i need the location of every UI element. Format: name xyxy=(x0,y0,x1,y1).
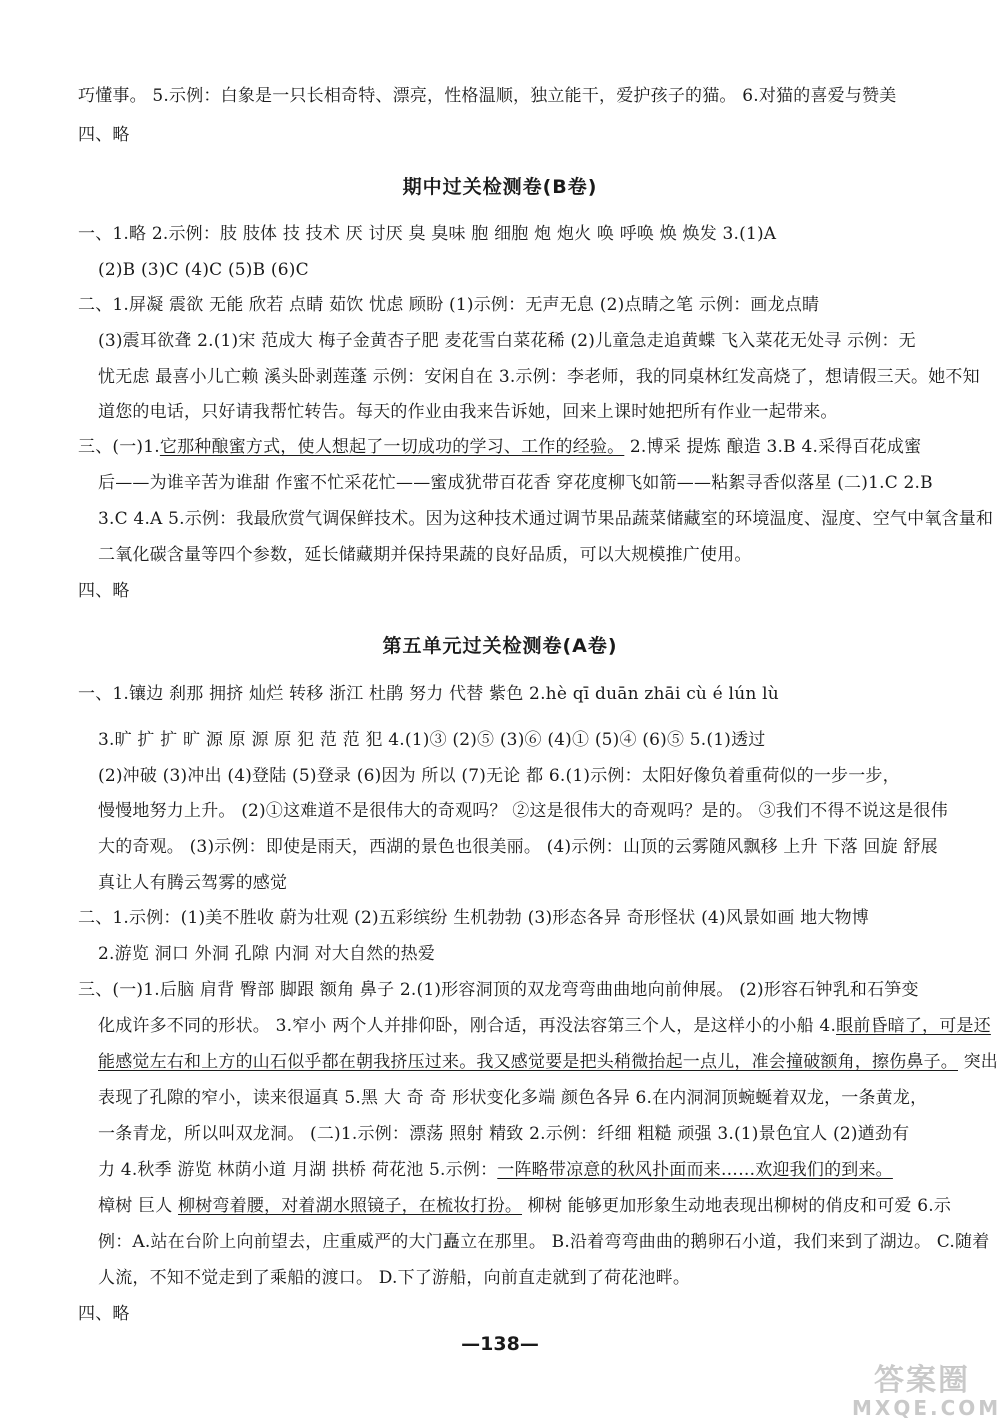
text-line xyxy=(78,436,930,458)
text-line: 四、略 xyxy=(78,125,130,145)
text-line: 一、1.镶边 刹那 拥挤 灿烂 转移 浙江 杜鹃 努力 代替 紫色 2.hè qī duān zhāi cù é lún lù xyxy=(78,684,779,704)
text-segment: 力 4.秋季 游览 林荫小道 月湖 拱桥 荷花池 5.示例： xyxy=(98,1160,498,1180)
text-line: 3.C 4.A 5.示例：我最欣赏气调保鲜技术。因为这种技术通过调节果品蔬菜储藏室的环境温度、湿度、空气中氧含量和 xyxy=(98,509,994,529)
text-line: 大的奇观。 (3)示例：即使是雨天，西湖的景色也很美丽。 (4)示例：山顶的云雾随风飘移 上升 下落 回旋 舒展 xyxy=(98,837,938,857)
text-line: 二氧化碳含量等四个参数，延长储藏期并保持果蔬的良好品质，可以大规模推广使用。 xyxy=(98,545,752,565)
text-segment: 化成许多不同的形状。 3.窄小 两个人并排仰卧，刚合适，再没法容第三个人，是这样小的小船 4. xyxy=(98,1016,837,1036)
page-number: —138— xyxy=(461,1333,539,1355)
text-segment: 突出 xyxy=(958,1052,999,1072)
text-line: 一条青龙，所以叫双龙洞。 (二)1.示例：漂荡 照射 精致 2.示例：纤细 粗糙 顽强 3.(1)景色宜人 (2)遒劲有 xyxy=(98,1124,910,1144)
text-segment: 柳树 能够更加形象生动地表现出柳树的俏皮和可爱 6.示 xyxy=(522,1196,952,1216)
text-line xyxy=(98,1195,952,1217)
text-line: 四、略 xyxy=(78,581,130,601)
text-line xyxy=(98,1051,999,1073)
text-line: 表现了孔隙的窄小，读来很逼真 5.黑 大 奇 奇 形状变化多端 颜色各异 6.在内洞洞顶蜿蜒着双龙，一条黄龙， xyxy=(98,1088,928,1108)
underlined-answer: 它那种酿蜜方式，使人想起了一切成功的学习、工作的经验。 xyxy=(159,437,625,457)
text-segment: 樟树 巨人 xyxy=(98,1196,179,1216)
text-line: 道您的电话，只好请我帮忙转告。每天的作业由我来告诉她，回来上课时她把所有作业一起带来。 xyxy=(98,402,838,422)
text-line: 一、1.略 2.示例：肢 肢体 技 技术 厌 讨厌 臭 臭味 胞 细胞 炮 炮火 唤 呼唤 焕 焕发 3.(1)A xyxy=(78,224,777,244)
text-line: (3)震耳欲聋 2.(1)宋 范成大 梅子金黄杏子肥 麦花雪白菜花稀 (2)儿童急走追黄蝶 飞入菜花无处寻 示例：无 xyxy=(98,331,916,351)
underlined-answer: 一阵略带凉意的秋风扑面而来……欢迎我们的到来。 xyxy=(497,1160,893,1180)
text-line: (2)冲破 (3)冲出 (4)登陆 (5)登录 (6)因为 所以 (7)无论 都 6.(1)示例：太阳好像负着重荷似的一步一步， xyxy=(98,766,900,786)
text-line: 慢慢地努力上升。 (2)①这难道不是很伟大的奇观吗？ ②这是很伟大的奇观吗？是的。 ③我们不得不说这是很伟 xyxy=(98,801,948,821)
underlined-answer: 眼前昏暗了，可是还 xyxy=(836,1016,991,1036)
watermark-url: MXQE.COM xyxy=(852,1396,1001,1420)
text-line: 二、1.屏凝 震欲 无能 欣若 点睛 茹饮 忧虑 顾盼 (1)示例：无声无息 (2)点睛之笔 示例：画龙点睛 xyxy=(78,295,820,315)
underlined-answer: 柳树弯着腰，对着湖水照镜子，在梳妆打扮。 xyxy=(178,1196,523,1216)
text-line: 四、略 xyxy=(78,1304,130,1324)
text-line xyxy=(98,1015,991,1037)
watermark-logo xyxy=(852,1363,1001,1421)
text-line: 2.游览 洞口 外洞 孔隙 内洞 对大自然的热爱 xyxy=(98,944,436,964)
watermark-text: 答案圈 xyxy=(874,1363,970,1398)
text-line: 3.旷 扩 扩 旷 源 原 源 原 犯 范 范 犯 4.(1)③ (2)⑤ (3)⑥ (4)① (5)④ (6)⑤ 5.(1)透过 xyxy=(98,730,766,750)
text-line: 后——为谁辛苦为谁甜 作蜜不忙采花忙——蜜成犹带百花香 穿花度柳飞如箭——粘絮寻香似落星 (二)1.C 2.B xyxy=(98,473,933,493)
text-line: (2)B (3)C (4)C (5)B (6)C xyxy=(98,260,309,280)
text-line: 真让人有腾云驾雾的感觉 xyxy=(98,873,288,893)
text-line: 二、1.示例：(1)美不胜收 蔚为壮观 (2)五彩缤纷 生机勃勃 (3)形态各异 奇形怪状 (4)风景如画 地大物博 xyxy=(78,908,869,928)
section-title: 第五单元过关检测卷(A卷) xyxy=(382,635,618,657)
text-line: 人流，不知不觉走到了乘船的渡口。 D.下了游船，向前直走就到了荷花池畔。 xyxy=(98,1268,691,1288)
text-segment: 三、(一)1. xyxy=(78,437,160,457)
underlined-answer: 能感觉左右和上方的山石似乎都在朝我挤压过来。我又感觉要是把头稍微抬起一点儿，准会撞破额角，擦伤鼻子。 xyxy=(98,1052,958,1072)
text-line: 例：A.站在台阶上向前望去，庄重威严的大门矗立在那里。 B.沿着弯弯曲曲的鹅卵石小道，我们来到了湖边。 C.随着 xyxy=(98,1232,990,1252)
text-line: 三、(一)1.后脑 肩背 臀部 脚跟 额角 鼻子 2.(1)形容洞顶的双龙弯弯曲曲地向前伸展。 (2)形容石钟乳和石笋变 xyxy=(78,980,919,1000)
text-segment: 2.博采 提炼 酿造 3.B 4.采得百花成蜜 xyxy=(624,437,922,457)
text-line: 忧无虑 最喜小儿亡赖 溪头卧剥莲蓬 示例：安闲自在 3.示例：李老师，我的同桌林红发高烧了，想请假三天。她不知 xyxy=(98,367,980,387)
text-line: 巧懂事。 5.示例：白象是一只长相奇特、漂亮，性格温顺，独立能干，爱护孩子的猫。 6.对猫的喜爱与赞美 xyxy=(78,86,897,106)
section-title: 期中过关检测卷(B卷) xyxy=(402,176,598,198)
text-line xyxy=(98,1159,930,1181)
